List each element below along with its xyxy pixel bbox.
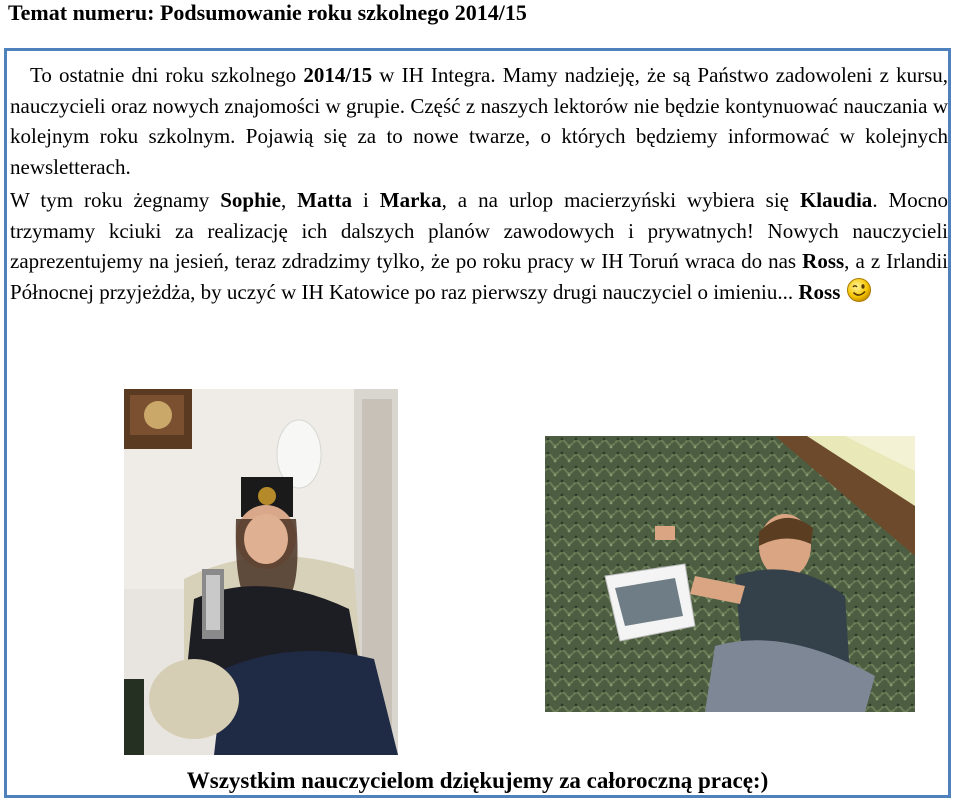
winking-smiley-icon bbox=[846, 277, 872, 312]
paragraph-1 bbox=[10, 60, 948, 182]
text-run: , a na urlop macierzyński wybiera się bbox=[441, 188, 800, 212]
closing-caption: Wszystkim nauczycielom dziękujemy za całoroczną pracę:) bbox=[186, 768, 769, 793]
name-sophie: Sophie bbox=[220, 188, 281, 212]
photo-teacher-miner-uniform bbox=[124, 389, 398, 755]
name-klaudia: Klaudia bbox=[799, 188, 873, 212]
text-run: , bbox=[280, 188, 298, 212]
page-heading: Temat numeru: Podsumowanie roku szkolnego 2014/15 bbox=[8, 0, 527, 25]
paragraph-2 bbox=[10, 185, 948, 311]
text-run: , a z Irlandii Północnej przyjeżdża, by uczyć w IH Katowice po raz pierwszy drugi nauczyciel o imieniu... bbox=[10, 249, 948, 304]
photo-teacher-on-carpet bbox=[545, 436, 915, 712]
name-ross-1: Ross bbox=[802, 249, 845, 273]
text-run: To ostatnie dni roku szkolnego bbox=[30, 63, 304, 87]
text-run: w IH Integra. Mamy nadzieję, że są Państwo zadowoleni z kursu, nauczycieli oraz nowych znajomości w grupie. Część z naszych lektorów nie będzie kontynuować nauczania w kolejnym roku szkolnym. Pojawią się za to nowe twarze, o których będziemy informować w kolejnych newsletterach. bbox=[10, 63, 948, 179]
text-run: i bbox=[351, 188, 380, 212]
text-run-bold: 2014/15 bbox=[303, 63, 373, 87]
text-run: . Mocno trzymamy kciuki za realizację ich dalszych planów zawodowych i prywatnych! Nowych nauczycieli zaprezentujemy na jesień, teraz zdradzimy tylko, że po roku pracy w IH Toruń wraca do nas bbox=[10, 188, 949, 273]
name-ross-2: Ross bbox=[798, 279, 841, 304]
text-run: W tym roku żegnamy bbox=[10, 188, 221, 212]
name-marka: Marka bbox=[379, 188, 442, 212]
article-text bbox=[10, 60, 948, 311]
name-matta: Matta bbox=[297, 188, 352, 212]
